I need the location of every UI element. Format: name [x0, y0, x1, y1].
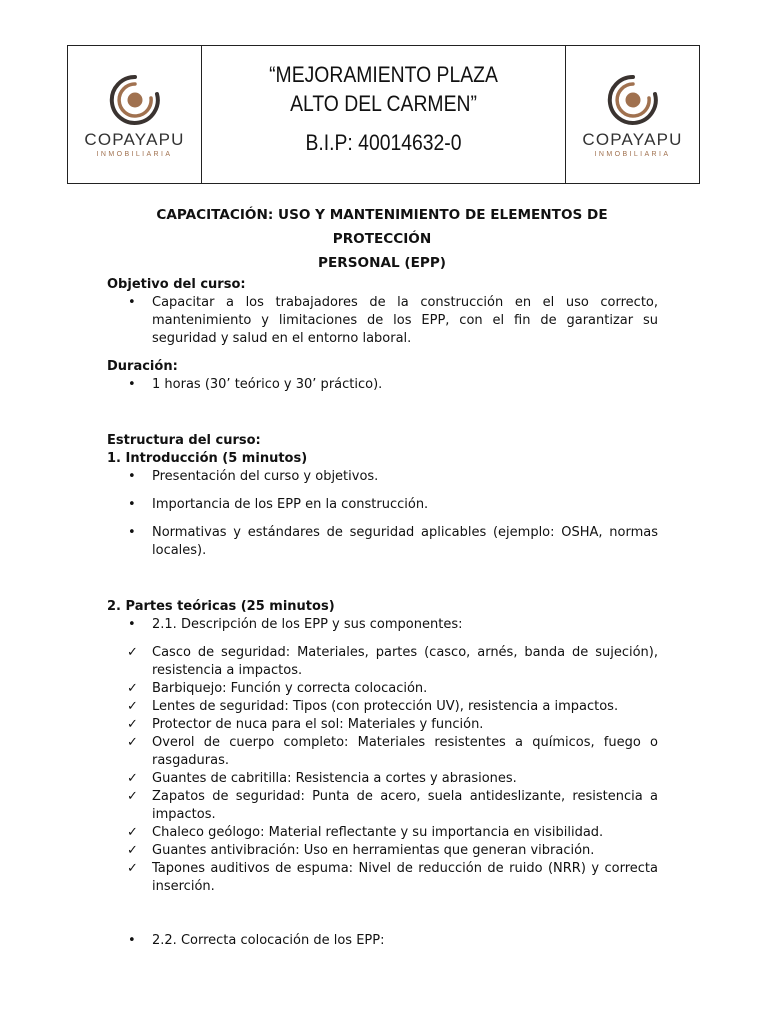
checklist-text: Chaleco geólogo: Material reflectante y su importancia en visibilidad. — [152, 825, 604, 840]
checklist-item — [107, 842, 658, 860]
theory-section — [107, 598, 658, 896]
project-title-line1: “MEJORAMIENTO PLAZA — [269, 62, 498, 87]
checklist-text: Protector de nuca para el sol: Materiales y función. — [152, 717, 484, 732]
checklist-item — [107, 734, 658, 770]
bullet-icon: • — [128, 469, 136, 484]
bullet-icon: • — [128, 497, 136, 512]
list-item — [107, 932, 658, 950]
duration-section — [107, 358, 658, 394]
checklist-text: Barbiquejo: Función y correcta colocación. — [152, 681, 428, 696]
checklist-item — [107, 770, 658, 788]
logo-right — [565, 46, 699, 183]
duration-heading: Duración: — [107, 359, 178, 374]
placement-section — [107, 932, 658, 950]
check-icon: ✓ — [127, 699, 138, 714]
list-item — [107, 524, 658, 560]
checklist-item — [107, 788, 658, 824]
list-item — [107, 468, 658, 486]
check-icon: ✓ — [127, 789, 138, 804]
duration-text: 1 horas (30’ teórico y 30’ práctico). — [152, 377, 383, 392]
objective-text: Capacitar a los trabajadores de la construcción en el uso correcto, mantenimiento y limitaciones de los EPP, con el fin de garantizar su seguridad y salud en el entorno laboral. — [152, 295, 658, 346]
list-item-text: 2.2. Correcta colocación de los EPP: — [152, 933, 385, 948]
checklist-item — [107, 824, 658, 842]
structure-section — [107, 432, 658, 560]
checklist-text: Casco de seguridad: Materiales, partes (casco, arnés, banda de sujeción), resistencia a impactos. — [152, 645, 658, 678]
copayapu-logo-icon — [107, 72, 163, 128]
copayapu-logo-icon — [605, 72, 661, 128]
project-title — [224, 60, 543, 118]
course-title-line2: PERSONAL (EPP) — [318, 255, 446, 271]
checklist-text: Tapones auditivos de espuma: Nivel de reducción de ruido (NRR) y correcta inserción. — [152, 861, 658, 894]
intro-heading: 1. Introducción (5 minutos) — [107, 451, 308, 466]
check-icon: ✓ — [127, 771, 138, 786]
bullet-icon: • — [128, 617, 136, 632]
list-item-text: Presentación del curso y objetivos. — [152, 469, 379, 484]
bullet-icon: • — [128, 933, 136, 948]
theory-heading: 2. Partes teóricas (25 minutos) — [107, 599, 335, 614]
logo-subtitle: INMOBILIARIA — [96, 150, 173, 158]
bullet-icon: • — [128, 525, 136, 540]
checklist-item — [107, 644, 658, 680]
course-title — [107, 203, 657, 275]
list-item-text: Normativas y estándares de seguridad aplicables (ejemplo: OSHA, normas locales). — [152, 525, 658, 558]
checklist-text: Guantes de cabritilla: Resistencia a cortes y abrasiones. — [152, 771, 517, 786]
check-icon: ✓ — [127, 843, 138, 858]
list-item-text: Importancia de los EPP en la construcción. — [152, 497, 429, 512]
checklist-item — [107, 698, 658, 716]
check-icon: ✓ — [127, 735, 138, 750]
list-item — [107, 616, 658, 634]
logo-name: COPAYAPU — [84, 129, 185, 149]
checklist-text: Zapatos de seguridad: Punta de acero, suela antideslizante, resistencia a impactos. — [152, 789, 658, 822]
check-icon: ✓ — [127, 645, 138, 660]
bullet-icon: • — [128, 295, 136, 310]
checklist-text: Overol de cuerpo completo: Materiales resistentes a químicos, fuego o rasgaduras. — [152, 735, 658, 768]
project-title-cell — [202, 46, 565, 183]
list-item — [107, 294, 658, 348]
objective-section — [107, 276, 658, 348]
check-icon: ✓ — [127, 681, 138, 696]
checklist-text: Guantes antivibración: Uso en herramientas que generan vibración. — [152, 843, 595, 858]
header-table — [67, 45, 700, 184]
check-icon: ✓ — [127, 825, 138, 840]
list-item — [107, 376, 658, 394]
project-title-line2: ALTO DEL CARMEN” — [290, 91, 477, 116]
checklist-item — [107, 860, 658, 896]
logo-subtitle: INMOBILIARIA — [594, 150, 671, 158]
list-item-text: 2.1. Descripción de los EPP y sus componentes: — [152, 617, 463, 632]
checklist-item — [107, 716, 658, 734]
course-title-line1: CAPACITACIÓN: USO Y MANTENIMIENTO DE ELEMENTOS DE PROTECCIÓN — [156, 207, 608, 247]
epp-checklist — [107, 644, 658, 896]
bullet-icon: • — [128, 377, 136, 392]
objective-heading: Objetivo del curso: — [107, 277, 246, 292]
logo-name: COPAYAPU — [582, 129, 683, 149]
list-item — [107, 496, 658, 514]
checklist-item — [107, 680, 658, 698]
checklist-text: Lentes de seguridad: Tipos (con protección UV), resistencia a impactos. — [152, 699, 619, 714]
bip-code: B.I.P: 40014632-0 — [305, 130, 462, 155]
check-icon: ✓ — [127, 717, 138, 732]
logo-left — [68, 46, 202, 183]
check-icon: ✓ — [127, 861, 138, 876]
structure-heading: Estructura del curso: — [107, 433, 261, 448]
